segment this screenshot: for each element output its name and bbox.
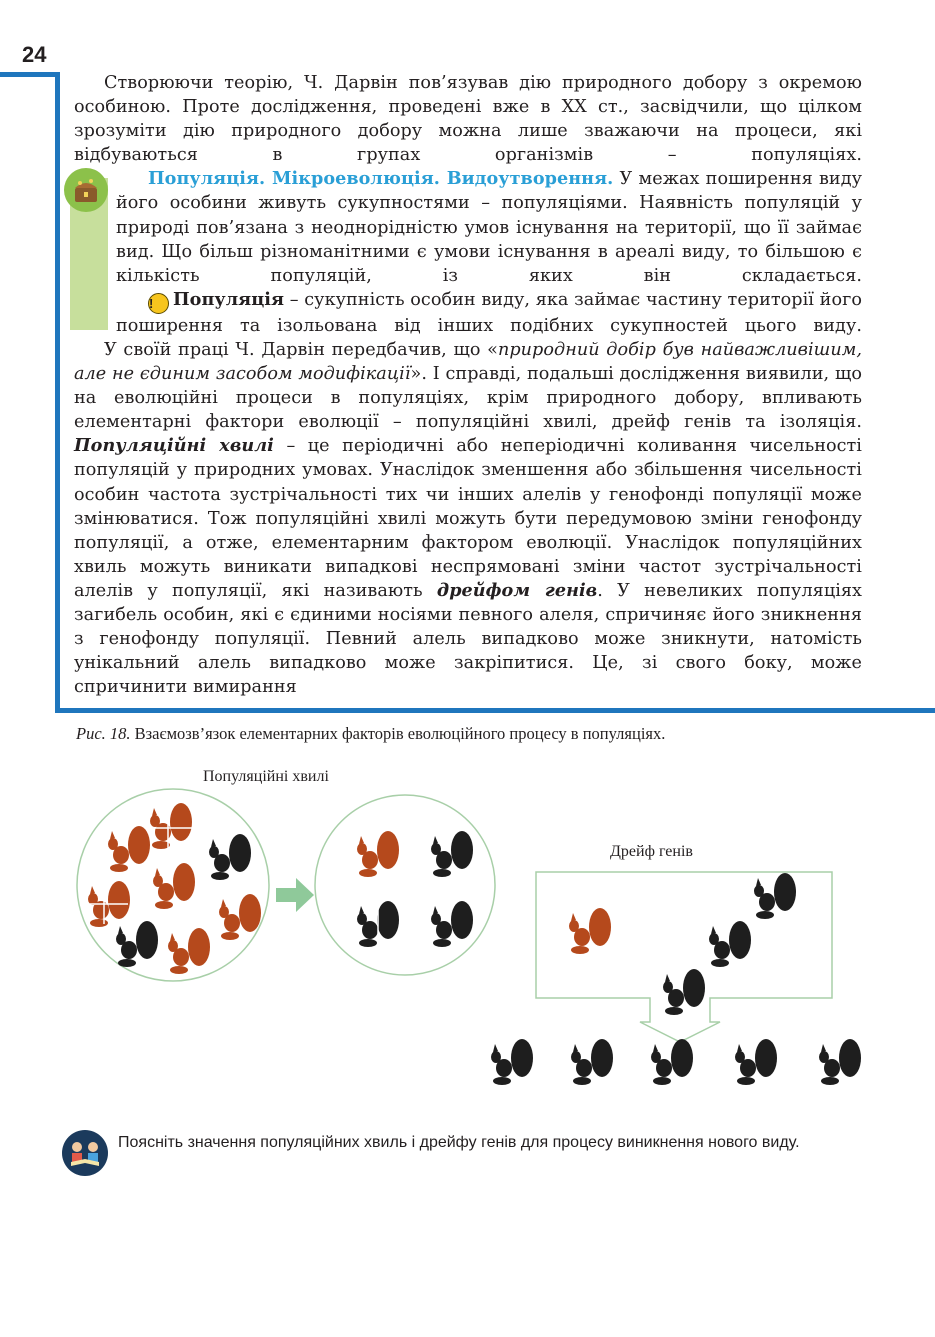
- children-reading-icon: [62, 1130, 108, 1176]
- task-question: Поясніть значення популяційних хвиль і дрейфу генів для процесу виникнення нового виду.: [118, 1134, 800, 1151]
- page-number: 24: [22, 42, 47, 67]
- term-gene-drift: дрейфом генів: [436, 579, 598, 601]
- text-span: ». І справді, подальші дослідження виявили, що на еволюційні процеси в популяціях, крім природного добору, впливають елементарні фактори еволюції – популяційні хвилі, дрейф генів та ізоляція.: [74, 364, 863, 433]
- caption-text: Взаємозв’язок елементарних факторів еволюційного процесу в популяціях.: [130, 724, 666, 743]
- text-span: У своїй праці Ч. Дарвін передбачив, що «: [104, 339, 498, 360]
- attention-icon: !: [148, 293, 169, 314]
- paragraph-intro: Створюючи теорію, Ч. Дарвін пов’язував дію природного добору з окремою особиною. Проте дослідження, проведені вже в XX ст., засвідчили, що цілком зрозуміти дію природного добору можна лише зважаючи на процеси, які відбуваються в групах організмів – популяціях.: [74, 73, 862, 166]
- label-gene-drift: Дрейф генів: [610, 843, 693, 860]
- text-span: – це періодичні або неперіодичні коливання чисельності популяцій у природних умовах. Унаслідок зменшення або збільшення чисельності особин частота зустрічальності тих чи інших алелів у генофонді популяції може змінюватися. Тож популяційні хвилі можуть бути передумовою зміни генофонду популяції, а отже, елементарним фактором еволюції. Унаслідок популяційних хвиль можуть виникати випадкові неспрямовані зміни частот зустрічальності алелів у популяції, які називають: [74, 436, 862, 601]
- label-population-waves: Популяційні хвилі: [203, 768, 329, 785]
- arrow-right-icon: [276, 878, 314, 912]
- section-heading: Популяція. Мікроеволюція. Видоутворення.: [148, 168, 614, 190]
- caption-prefix: Рис. 18.: [76, 724, 131, 743]
- section-text: У межах поширення виду його особини живуть сукупностями – популяціями. Наявність популяцій у природі пов’язана з неоднорідністю умов існування на території, що її займає вид. Що більш різноманітними є умови існування в ареалі виду, то більшою є кількість популяцій, із яких він складається.: [116, 169, 862, 286]
- population-circle-2: [315, 795, 495, 975]
- term-population-waves: Популяційні хвилі: [74, 435, 274, 457]
- text-span: . У невеликих популяціях загибель особин, які є єдиними носіями певного алеля, спричиняє його зникнення з генофонду популяції. Певний алель випадково може зникнути, натомість унікальний алель випадково може закріпитися. Це, зі свого боку, може спричинити вимирання: [74, 580, 862, 698]
- definition-text: – сукупність особин виду, яка займає частину території його поширення та ізольована від інших подібних сукупностей цього виду.: [116, 289, 862, 336]
- black-squirrel-icon: [116, 831, 861, 1085]
- darwin-quote: природний добір був найважливішим, але не єдиним засобом модифікації: [74, 339, 862, 385]
- definition-term: Популяція: [173, 288, 285, 310]
